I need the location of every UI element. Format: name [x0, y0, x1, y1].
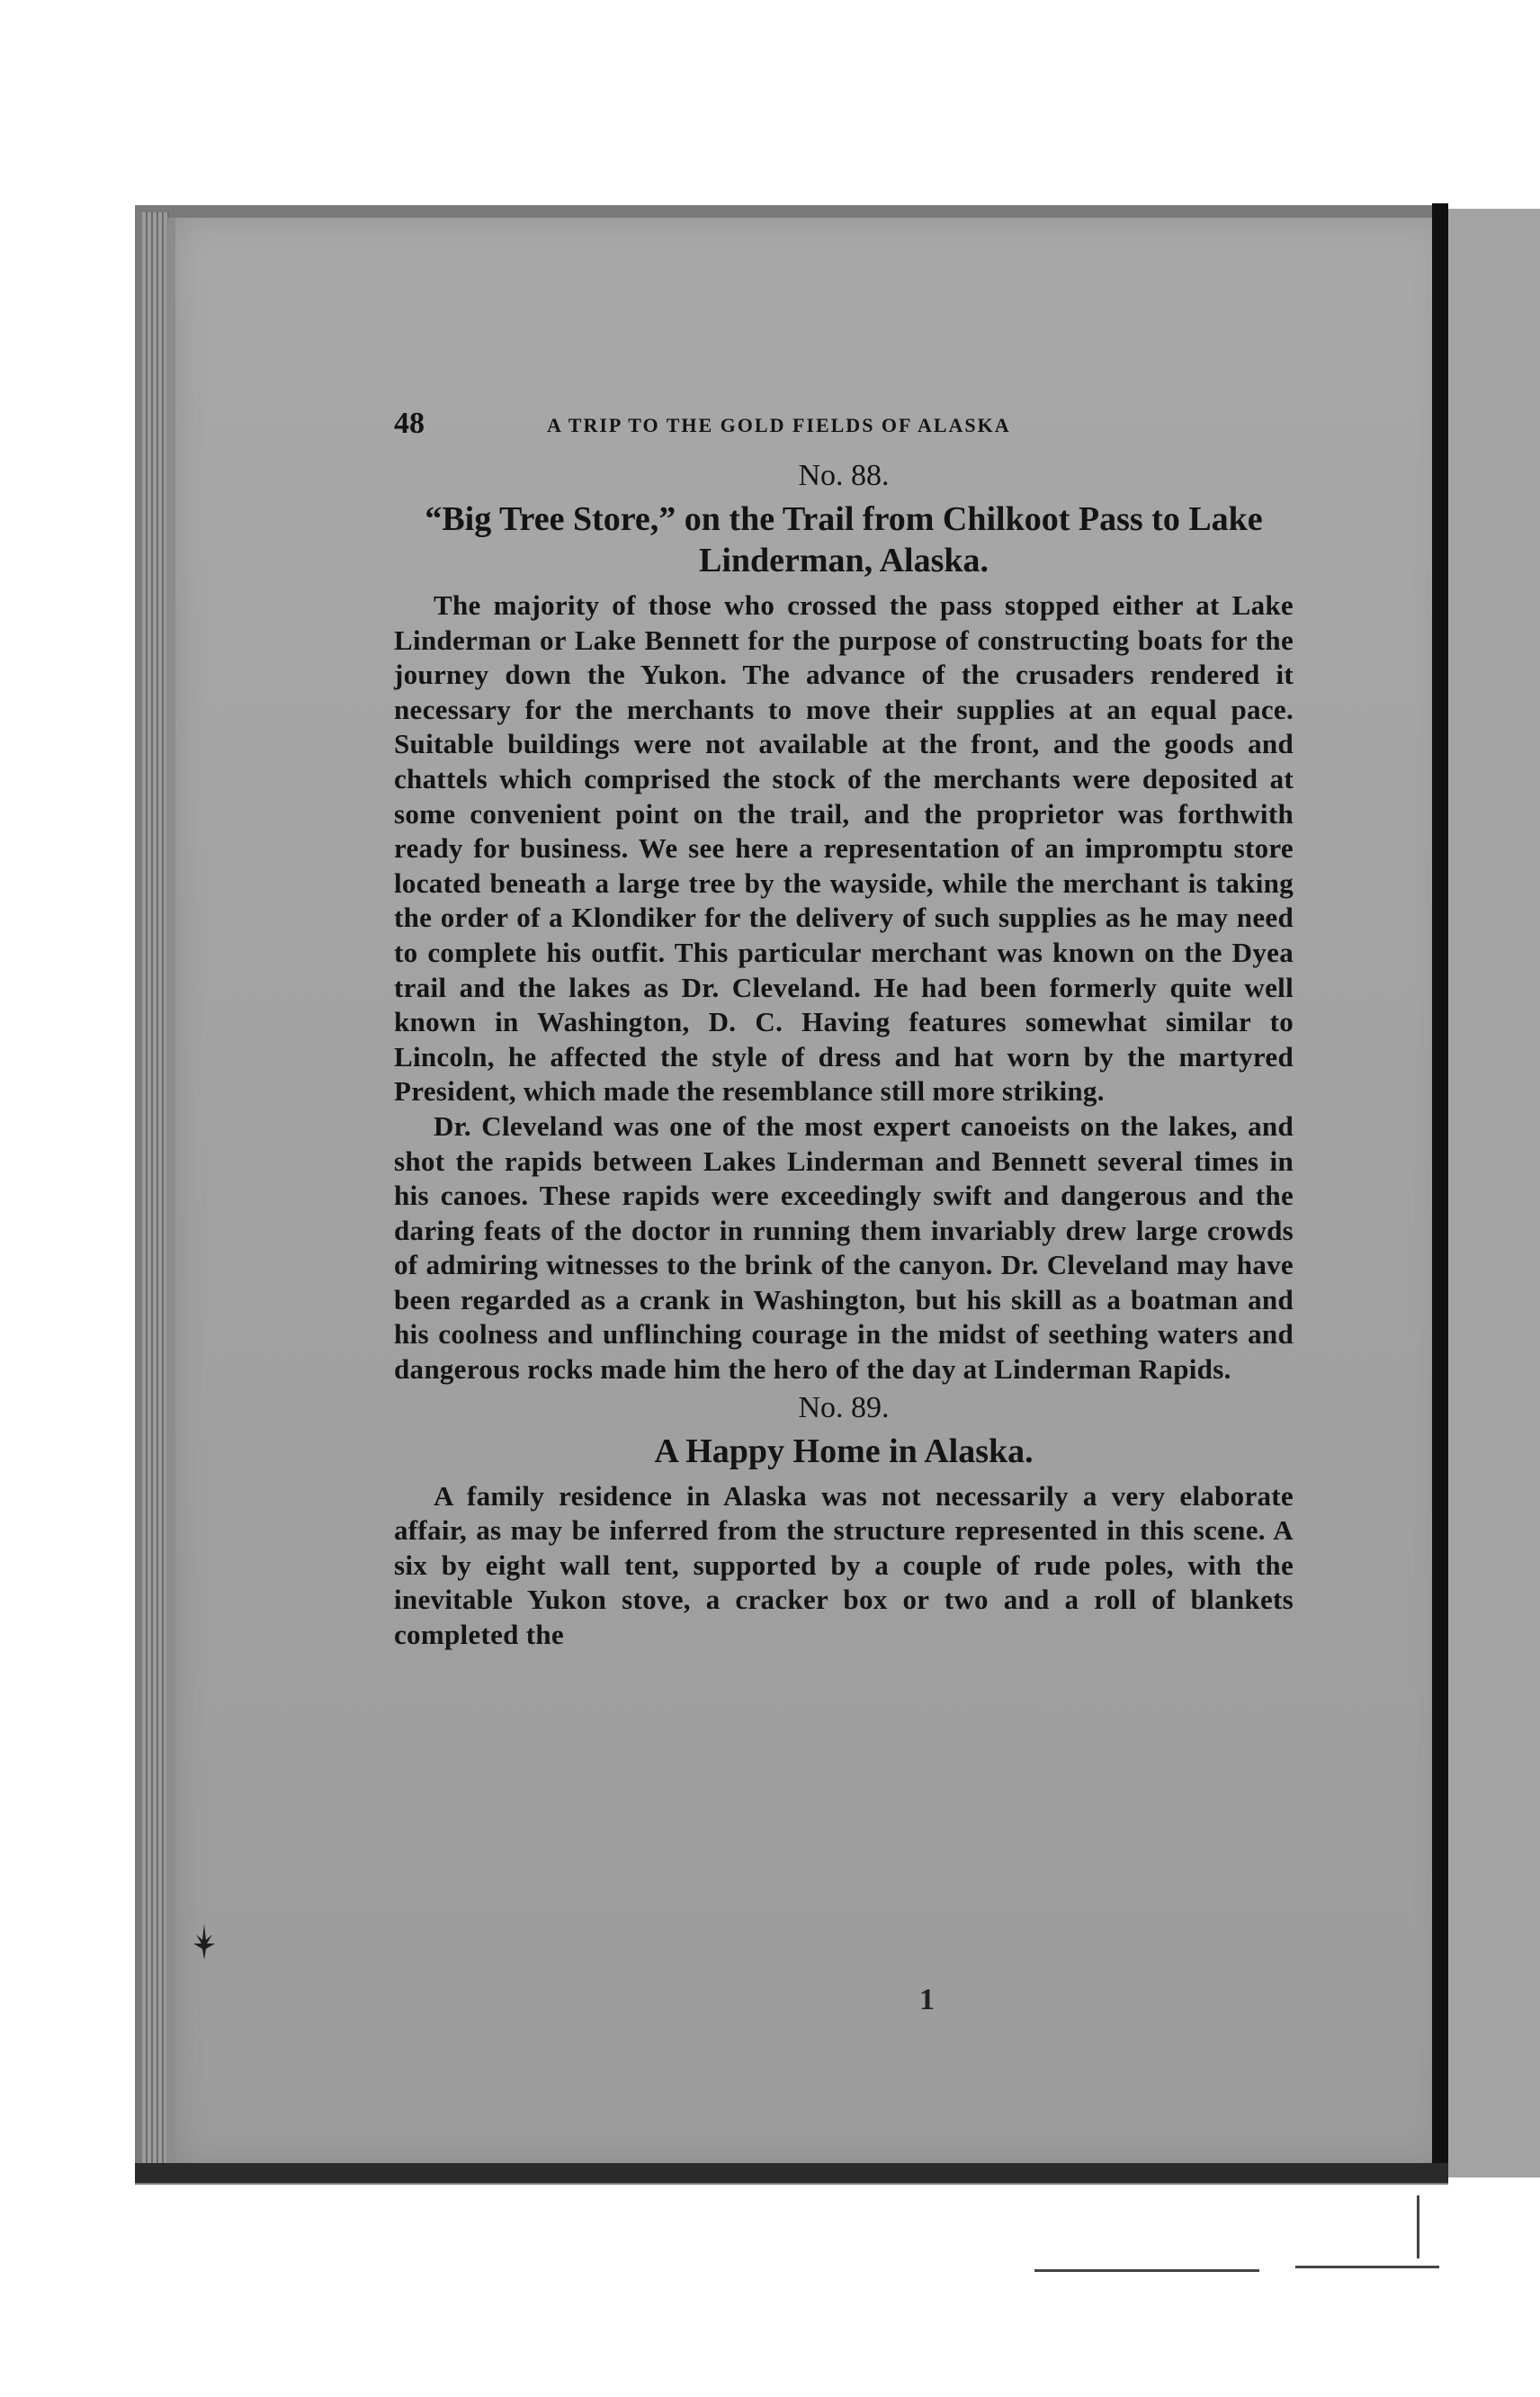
page-edges: [142, 212, 169, 2174]
feather-smudge-icon: [191, 1922, 218, 1962]
scan-artifact: [1417, 2195, 1419, 2258]
entry-title: “Big Tree Store,” on the Trail from Chilkoot Pass to Lake Linderman, Alaska.: [425, 500, 1263, 579]
running-title: A TRIP TO THE GOLD FIELDS OF ALASKA: [547, 414, 1011, 436]
page-content: [394, 407, 1294, 1653]
folio-mark: 1: [919, 1983, 935, 2016]
book-bottom-edge: [135, 2163, 1448, 2183]
entry-number: No. 89.: [798, 1390, 890, 1424]
entry-89: [394, 1391, 1294, 1653]
entry-title: A Happy Home in Alaska.: [654, 1432, 1034, 1470]
entry-88: [394, 459, 1294, 1387]
paragraph: The majority of those who crossed the pass stopped either at Lake Linderman or Lake Bennett for the purpose of constructing boats for the journey down the Yukon. The advance of the crusaders rendered it necessary for the merchants to move their supplies at an equal pace. Suitable buildings were not available at the front, and the goods and chattels which comprised the stock of the merchants were deposited at some convenient point on the trail, and the proprietor was forthwith ready for business. We see here a representation of an impromptu store located beneath a large tree by the wayside, while the merchant is taking the order of a Klondiker for the delivery of such supplies as he may need to complete his outfit. This particular merchant was known on the Dyea trail and the lakes as Dr. Cleveland. He had been formerly quite well known in Washington, D. C. Having features somewhat similar to Lincoln, he affected the style of dress and hat worn by the martyred President, which made the resemblance still more striking.: [394, 589, 1294, 1108]
entry-number: No. 88.: [798, 459, 890, 492]
facing-page: [1448, 209, 1540, 2177]
paragraph: Dr. Cleveland was one of the most expert canoeists on the lakes, and shot the rapids between Lakes Linderman and Bennett several times in his canoes. These rapids were exceedingly swift and dangerous and the daring feats of the doctor in running them invariably drew large crowds of admiring witnesses to the brink of the canyon. Dr. Cleveland may have been regarded as a crank in Washington, but his skill as a boatman and his coolness and unflinching courage in the midst of seething waters and dangerous rocks made him the hero of the day at Linderman Rapids.: [394, 1109, 1294, 1386]
scan-artifact: [1034, 2269, 1259, 2272]
book-spine: [1432, 203, 1448, 2183]
page-number: 48: [394, 407, 425, 440]
running-head: [394, 407, 1294, 453]
scan-artifact: [1295, 2266, 1439, 2268]
paragraph: A family residence in Alaska was not necessarily a very elaborate affair, as may be inferred from the structure represented in this scene. A six by eight wall tent, supported by a couple of rude poles, with the inevitable Yukon stove, a cracker box or two and a roll of blankets completed the: [394, 1479, 1294, 1651]
